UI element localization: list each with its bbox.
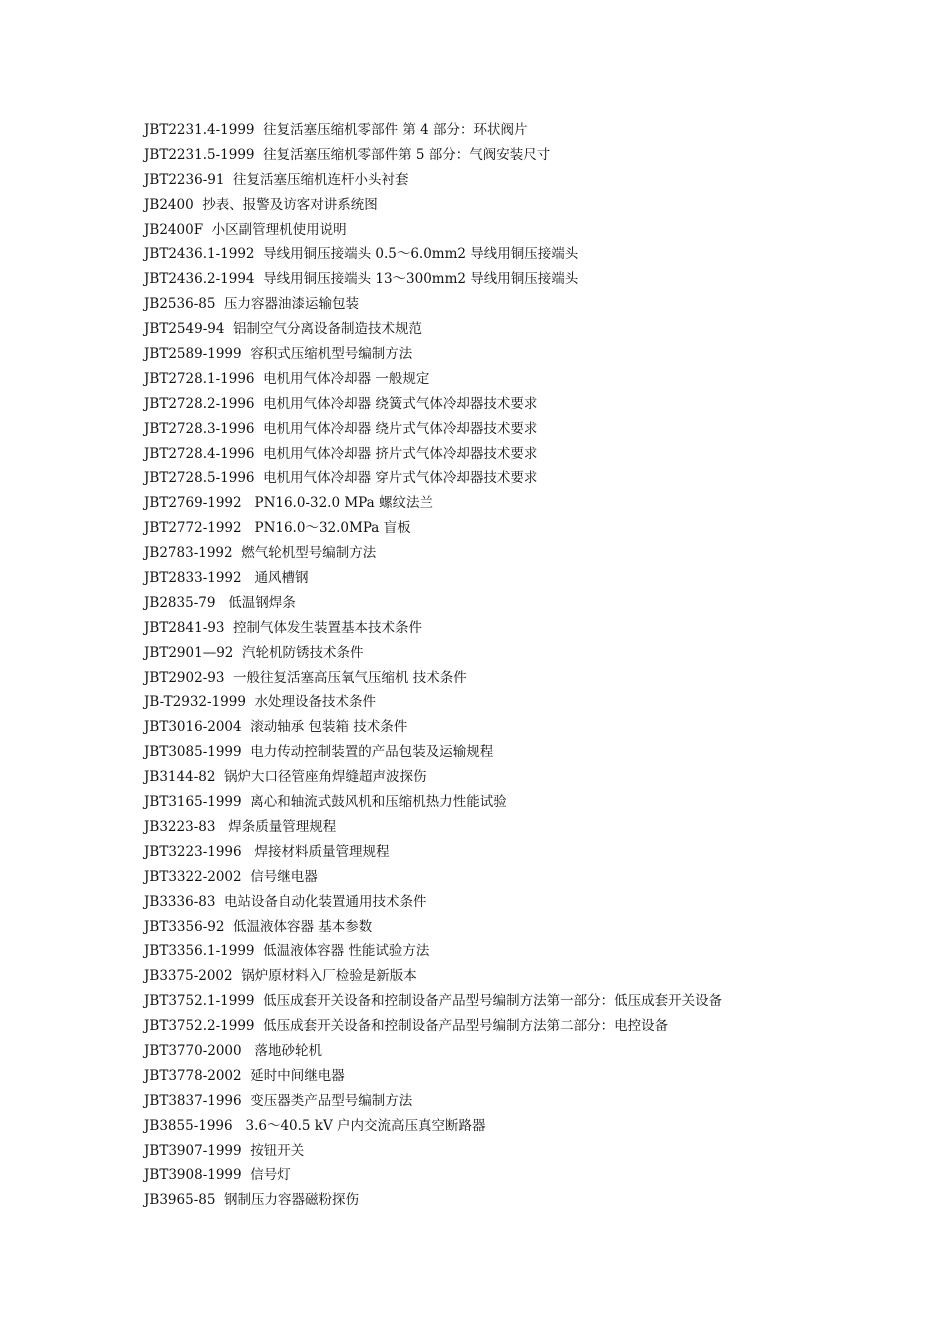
list-item: JBT3322-2002 信号继电器 (144, 868, 318, 885)
list-item: JBT2589-1999 容积式压缩机型号编制方法 (144, 346, 413, 363)
list-item: JBT2833-1992 通风槽钢 (144, 570, 309, 587)
list-item: JBT2728.4-1996 电机用气体冷却器 挤片式气体冷却器技术要求 (144, 445, 538, 462)
list-item: JB2536-85 压力容器油漆运输包装 (144, 296, 360, 313)
list-item: JB3965-85 钢制压力容器磁粉探伤 (144, 1192, 360, 1209)
list-item: JBT3770-2000 落地砂轮机 (144, 1042, 322, 1059)
list-item: JBT2769-1992 PN16.0-32.0 MPa 螺纹法兰 (144, 495, 433, 512)
list-item: JBT2728.2-1996 电机用气体冷却器 绕簧式气体冷却器技术要求 (144, 395, 538, 412)
list-item: JBT2728.5-1996 电机用气体冷却器 穿片式气体冷却器技术要求 (144, 470, 538, 487)
list-item: JBT2436.2-1994 导线用铜压接端头 13～300mm2 导线用铜压接端头 (144, 271, 579, 288)
list-item: JBT3085-1999 电力传动控制装置的产品包装及运输规程 (144, 744, 494, 761)
list-item: JB2400F 小区副管理机使用说明 (144, 221, 347, 238)
list-item: JB2835-79 低温钢焊条 (144, 594, 296, 611)
list-item: JB3223-83 焊条质量管理规程 (144, 818, 337, 835)
list-item: JBT2728.3-1996 电机用气体冷却器 绕片式气体冷却器技术要求 (144, 420, 538, 437)
list-item: JBT3356-92 低温液体容器 基本参数 (144, 918, 373, 935)
list-item: JB2783-1992 燃气轮机型号编制方法 (144, 545, 377, 562)
list-item: JBT2549-94 铝制空气分离设备制造技术规范 (144, 321, 423, 338)
list-item: JBT2236-91 往复活塞压缩机连杆小头衬套 (144, 171, 409, 188)
list-item: JBT3752.2-1999 低压成套开关设备和控制设备产品型号编制方法第二部分：电控设备 (144, 1018, 669, 1035)
list-item: JB-T2932-1999 水处理设备技术条件 (144, 694, 377, 711)
list-item: JBT3778-2002 延时中间继电器 (144, 1067, 345, 1084)
list-item: JB3855-1996 3.6～40.5 kV 户内交流高压真空断路器 (144, 1117, 486, 1134)
list-item: JBT2231.5-1999 往复活塞压缩机零部件第 5 部分：气阀安装尺寸 (144, 146, 551, 163)
list-item: JBT3752.1-1999 低压成套开关设备和控制设备产品型号编制方法第一部分：低压成套开关设备 (144, 993, 723, 1010)
list-item: JBT2231.4-1999 往复活塞压缩机零部件 第 4 部分：环状阀片 (144, 122, 528, 138)
list-item: JBT3016-2004 滚动轴承 包装箱 技术条件 (144, 719, 408, 736)
list-item: JBT3837-1996 变压器类产品型号编制方法 (144, 1092, 413, 1109)
list-item: JBT3165-1999 离心和轴流式鼓风机和压缩机热力性能试验 (144, 794, 507, 811)
list-item: JB2400 抄表、报警及访客对讲系统图 (144, 196, 378, 213)
list-item: JBT2772-1992 PN16.0～32.0MPa 盲板 (144, 520, 411, 537)
list-item: JBT2436.1-1992 导线用铜压接端头 0.5～6.0mm2 导线用铜压接端头 (144, 246, 579, 263)
list-item: JB3336-83 电站设备自动化装置通用技术条件 (144, 893, 427, 910)
list-item: JBT3356.1-1999 低温液体容器 性能试验方法 (144, 943, 430, 960)
list-item: JB3144-82 锅炉大口径管座角焊缝超声波探伤 (144, 769, 427, 786)
list-item: JBT2841-93 控制气体发生装置基本技术条件 (144, 619, 423, 636)
list-item: JBT2728.1-1996 电机用气体冷却器 一般规定 (144, 370, 430, 387)
list-item: JBT3907-1999 按钮开关 (144, 1142, 305, 1159)
list-item: JBT3223-1996 焊接材料质量管理规程 (144, 843, 390, 860)
list-item: JBT3908-1999 信号灯 (144, 1167, 291, 1184)
list-item: JBT2902-93 一般往复活塞高压氧气压缩机 技术条件 (144, 669, 467, 686)
list-item: JBT2901—92 汽轮机防锈技术条件 (144, 644, 364, 661)
standards-list (144, 118, 722, 1213)
list-item: JB3375-2002 锅炉原材料入厂检验是新版本 (144, 968, 417, 985)
